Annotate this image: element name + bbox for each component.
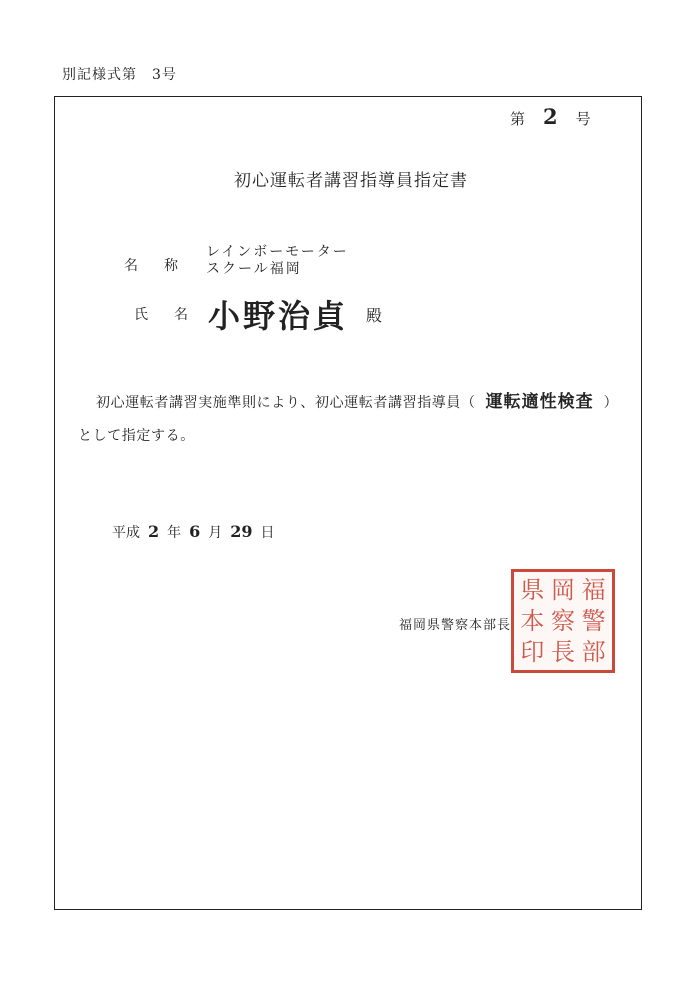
number-suffix: 号: [575, 110, 591, 128]
seal-char: 本: [520, 607, 545, 635]
date-year-unit: 年: [167, 525, 182, 541]
issue-date: [112, 522, 275, 542]
form-label: 別記様式第 3号: [62, 67, 177, 83]
document-title: 初心運転者講習指導員指定書: [234, 171, 468, 191]
designation-type: 運転適性検査: [485, 392, 594, 412]
person-label: 氏名: [134, 307, 214, 323]
body-line-1: [96, 387, 618, 412]
person-name: 小野治貞: [208, 297, 349, 335]
issuer: 福岡県警察本部長: [399, 618, 512, 633]
organization-label: 名称: [124, 258, 204, 274]
seal-char: 県: [520, 576, 545, 604]
date-day-unit: 日: [260, 525, 275, 541]
body-text-prefix: 初心運転者講習実施準則により、初心運転者講習指導員（: [96, 395, 476, 411]
seal-char: 岡: [550, 576, 575, 604]
organization-line-1: レインボーモーター: [206, 244, 349, 260]
body-line-2: として指定する。: [78, 428, 195, 444]
number-value: 2: [543, 104, 558, 129]
date-month: 6: [189, 522, 201, 541]
date-era: 平成: [112, 525, 140, 541]
number-prefix: 第: [510, 110, 526, 128]
date-day: 29: [230, 522, 253, 541]
seal-char: 印: [520, 638, 545, 666]
certificate-number: [510, 104, 591, 129]
seal-char: 長: [550, 638, 575, 666]
document-frame: [54, 96, 642, 910]
seal-char: 部: [581, 638, 606, 666]
honorific: 殿: [366, 306, 383, 325]
seal-char: 警: [581, 607, 606, 635]
official-seal: [511, 569, 615, 673]
seal-char: 察: [550, 607, 575, 635]
body-text-suffix: ）: [603, 395, 619, 411]
seal-char: 福: [581, 576, 606, 604]
date-year: 2: [148, 522, 160, 541]
organization-name: [206, 244, 349, 278]
date-month-unit: 月: [208, 525, 223, 541]
organization-line-2: スクール福岡: [206, 261, 302, 277]
